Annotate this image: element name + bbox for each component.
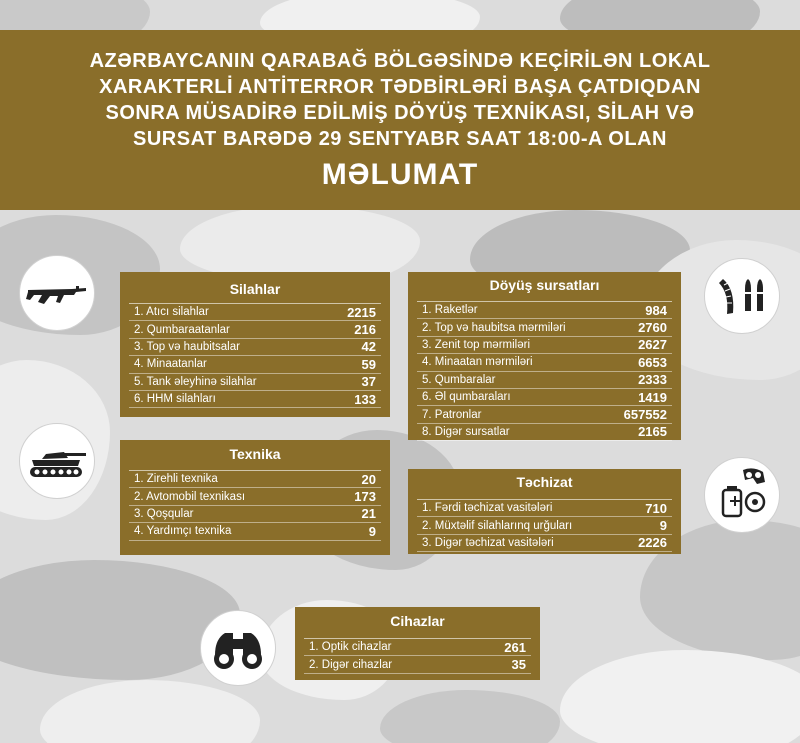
row-label: 3. Qoşqular: [134, 507, 194, 520]
panel-title: Silahlar: [229, 281, 281, 297]
row-value: 984: [645, 302, 667, 318]
title-line: SONRA MÜSADİRƏ EDİLMİŞ DÖYÜŞ TEXNİKASI, SİLAH VƏ: [105, 102, 695, 124]
ammunition-icon: [704, 258, 780, 334]
row-label: 2. Avtomobil texnikası: [134, 490, 246, 503]
table-row: [129, 391, 381, 408]
table-row: [417, 372, 672, 389]
row-label: 4. Minaatanlar: [134, 358, 207, 371]
row-value: 2333: [638, 372, 667, 388]
table-row: [417, 535, 672, 552]
row-value: 9: [659, 518, 667, 534]
row-value: 2226: [638, 535, 667, 551]
row-value: 2165: [638, 424, 667, 440]
row-value: 216: [354, 322, 376, 338]
header-title: [40, 48, 760, 152]
table-row: [417, 424, 672, 441]
header-subtitle: MƏLUMAT: [321, 158, 479, 191]
row-label: 6. Əl qumbaraları: [422, 391, 511, 404]
row-label: 2. Qumbaraatanlar: [134, 323, 230, 336]
panel-title: Döyüş sursatları: [489, 277, 600, 293]
row-label: 7. Patronlar: [422, 408, 482, 421]
table-row: [417, 302, 672, 319]
row-label: 1. Raketlər: [422, 304, 478, 317]
row-label: 2. Digər cihazlar: [309, 658, 393, 671]
row-value: 42: [361, 339, 376, 355]
row-label: 1. Atıcı silahlar: [134, 306, 209, 319]
row-label: 1. Optik cihazlar: [309, 641, 392, 654]
table-row: [129, 356, 381, 373]
table-row: [129, 374, 381, 391]
row-value: 2760: [638, 320, 667, 336]
table-row: [417, 389, 672, 406]
table-row: [129, 339, 381, 356]
row-value: 1419: [638, 389, 667, 405]
table-row: [417, 337, 672, 354]
row-value: 710: [645, 500, 667, 516]
row-value: 21: [361, 506, 376, 522]
panel-techizat: [408, 469, 681, 554]
row-label: 8. Digər sursatlar: [422, 425, 510, 438]
row-label: 2. Top və haubitsa mərmiləri: [422, 321, 566, 334]
row-value: 2627: [638, 337, 667, 353]
row-value: 6653: [638, 354, 667, 370]
row-label: 5. Qumbaralar: [422, 373, 496, 386]
tank-icon: [19, 423, 95, 499]
row-value: 657552: [623, 407, 667, 423]
panel-title: Təchizat: [516, 474, 573, 490]
table-row: [129, 321, 381, 338]
row-label: 3. Zenit top mərmiləri: [422, 338, 531, 351]
row-value: 37: [361, 374, 376, 390]
rifle-icon: [19, 255, 95, 331]
table-row: [129, 506, 381, 523]
binoculars-icon: [200, 610, 276, 686]
row-label: 4. Yardımçı texnika: [134, 525, 232, 538]
title-line: AZƏRBAYCANIN QARABAĞ BÖLGƏSİNDƏ KEÇİRİLƏN LOKAL: [89, 50, 711, 72]
row-value: 20: [361, 471, 376, 487]
table-row: [129, 523, 381, 540]
table-row: [417, 354, 672, 371]
row-label: 1. Zirehli texnika: [134, 473, 218, 486]
row-value: 173: [354, 489, 376, 505]
row-label: 3. Digər təchizat vasitələri: [422, 536, 554, 549]
table-row: [417, 500, 672, 517]
table-row: [129, 471, 381, 488]
table-row: [129, 304, 381, 321]
panel-texnika: [120, 440, 390, 555]
table-row: [417, 517, 672, 534]
row-label: 3. Top və haubitsalar: [134, 340, 240, 353]
row-value: 35: [511, 657, 526, 673]
panel-cihazlar: [295, 607, 540, 680]
table-row: [417, 319, 672, 336]
row-value: 2215: [347, 304, 376, 320]
equipment-icon: [704, 457, 780, 533]
row-label: 4. Minaatan mərmiləri: [422, 356, 533, 369]
row-value: 9: [368, 523, 376, 539]
panel-title: Cihazlar: [390, 613, 445, 629]
row-label: 6. HHM silahları: [134, 393, 216, 406]
row-value: 261: [504, 639, 526, 655]
title-line: SURSAT BARƏDƏ 29 SENTYABR SAAT 18:00-A OLAN: [133, 128, 667, 150]
table-row: [129, 488, 381, 505]
table-row: [304, 656, 531, 673]
row-value: 59: [361, 356, 376, 372]
table-row: [304, 639, 531, 656]
row-label: 5. Tank əleyhinə silahlar: [134, 375, 257, 388]
title-line: XARAKTERLİ ANTİTERROR TƏDBİRLƏRİ BAŞA ÇATDIQDAN: [99, 76, 701, 98]
row-label: 1. Fərdi təchizat vasitələri: [422, 502, 553, 515]
panel-silahlar: [120, 272, 390, 417]
panel-doyus-sursatlari: [408, 272, 681, 440]
table-row: [417, 406, 672, 423]
row-label: 2. Müxtəlif silahlarınq urğuları: [422, 519, 573, 532]
row-value: 133: [354, 391, 376, 407]
panel-title: Texnika: [229, 446, 281, 462]
